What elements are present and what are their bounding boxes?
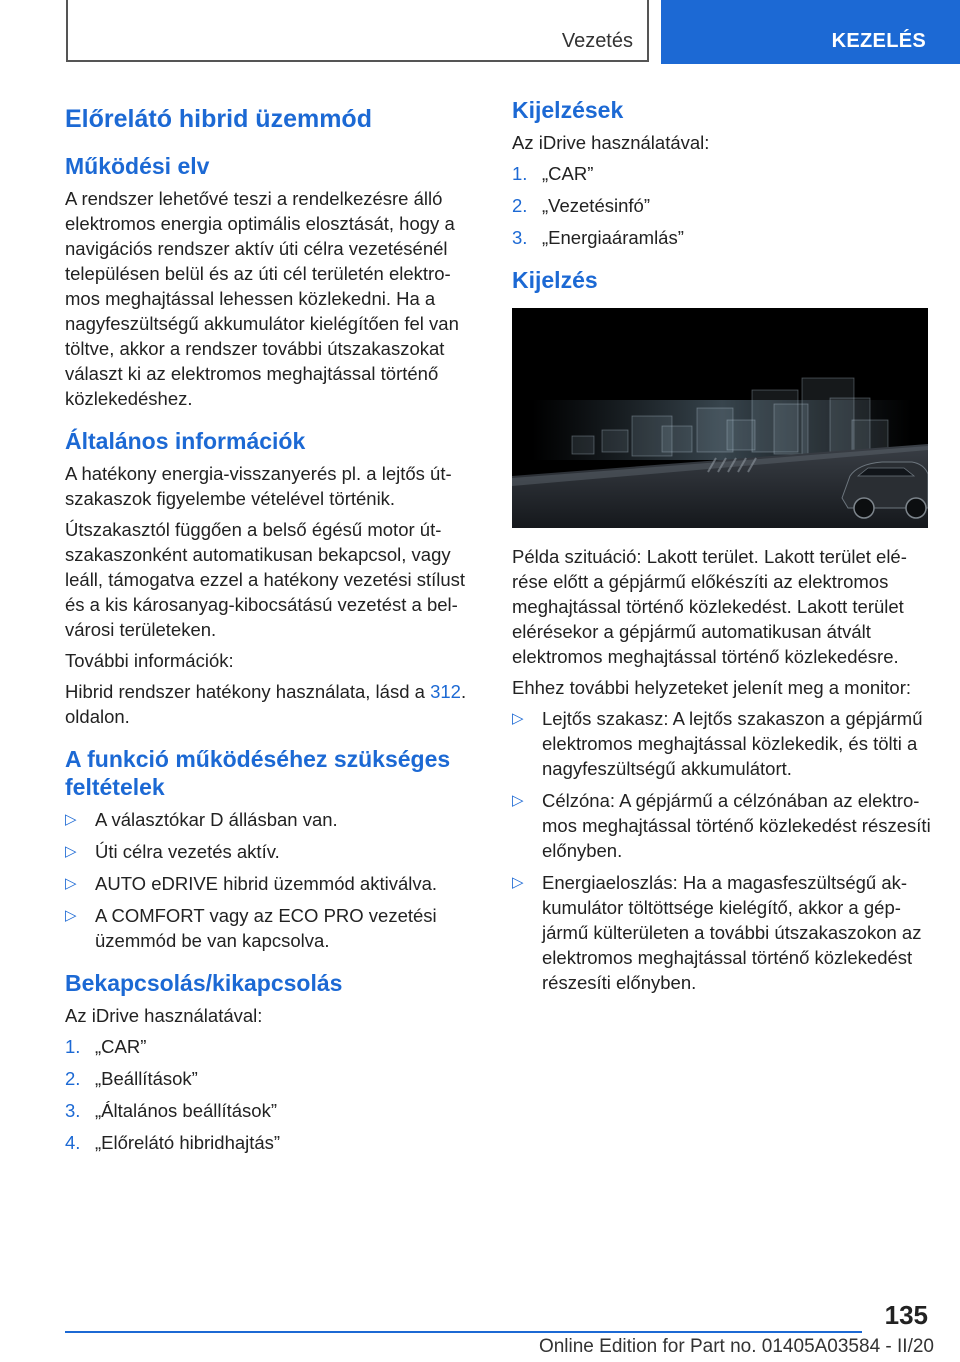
list-item: 4. „Előrelátó hibridhajtás”: [65, 1132, 281, 1153]
list-item: 1. „CAR”: [512, 163, 594, 184]
displays-steps: [512, 161, 932, 250]
edition-note: Online Edition for Part no. 01405A03584 - II/20: [538, 1336, 934, 1357]
triangle-bullet-icon: ▷: [65, 811, 77, 828]
city-scene-illustration: [512, 308, 928, 528]
footer-divider: [65, 1331, 862, 1333]
list-item: 2. „Beállítások”: [65, 1068, 198, 1089]
page-reference-link[interactable]: 312: [430, 681, 461, 702]
reference-text: Hibrid rendszer hatékony használata, lásd a: [65, 681, 431, 702]
onoff-steps: [65, 1034, 477, 1155]
principle-text: A rendszer lehetővé teszi a rendelkezésre álló elektromos energia optimális elosztását, hogy a navigációs rendszer aktív úti célra vezetésénél településen belül és az úti cél területén elektromos meghajtással lehessen közlekedni. Ha a nagyfeszültségű akkumulátor kielégítően fel van töltve, akkor a rendszer további útszakaszokat választ ki az elektromos meghajtással történő közlekedéshez.: [65, 188, 459, 409]
list-item: ▷ Lejtős szakasz: A lejtős szakaszon a gépjármű elektromos meghajtással közlekedik, és tölti a nagyfeszültségű akkumulátort.: [512, 708, 923, 779]
general-text-4: [65, 679, 477, 729]
triangle-bullet-icon: ▷: [512, 792, 524, 809]
page-number: 135: [884, 1300, 928, 1330]
general-text-2: Útszakasztól függően a belső égésű motor útszakaszonként automatikusan bekapcsol, vagy leáll, támogatva ezzel a hatékony vezetési stílust és a kis károsanyag-kibocsátású vezetést a belvárosi területeken.: [65, 519, 466, 640]
right-column: [512, 96, 932, 1005]
chapter-tab: [661, 0, 960, 64]
chapter-title: KEZELÉS: [831, 30, 926, 52]
displays-intro: Az iDrive használatával:: [512, 132, 710, 153]
displays-heading: Kijelzések: [512, 97, 624, 123]
triangle-bullet-icon: ▷: [512, 710, 524, 727]
left-column: [65, 96, 477, 1165]
general-text-3: További információk:: [65, 650, 234, 671]
reference-suffix: . oldalon.: [65, 681, 467, 727]
list-item: ▷ A COMFORT vagy az ECO PRO vezetési üzemmód be van kapcsolva.: [65, 905, 437, 951]
step-number: 3.: [65, 1100, 81, 1121]
display-heading: Kijelzés: [512, 267, 598, 293]
list-item: ▷ A választókar D állásban van.: [65, 809, 338, 830]
triangle-bullet-icon: ▷: [512, 874, 524, 891]
principle-heading: Működési elv: [65, 153, 210, 179]
triangle-bullet-icon: ▷: [65, 907, 77, 924]
general-heading: Általános információk: [65, 428, 306, 454]
situations-list: [512, 706, 932, 995]
step-number: 2.: [512, 195, 528, 216]
figure-caption: Példa szituáció: Lakott terület. Lakott terület elérése előtt a gépjármű előkészíti az elektromos meghajtással történő közlekedést. Lakott terület elérésekor a gépjármű automatikusan átvált elektromos meghajtással történő közlekedésre.: [512, 546, 907, 667]
section-tab: [66, 0, 649, 62]
page-header: [0, 0, 960, 64]
step-number: 1.: [512, 163, 528, 184]
page-title: Előrelátó hibrid üzemmód: [65, 105, 372, 133]
onoff-intro: Az iDrive használatával:: [65, 1005, 263, 1026]
list-item: 3. „Energiaáramlás”: [512, 227, 684, 248]
list-item: 3. „Általános beállítások”: [65, 1100, 278, 1121]
list-item: ▷ Úti célra vezetés aktív.: [65, 841, 280, 862]
list-item: ▷ Célzóna: A gépjármű a célzónában az elektromos meghajtással történő közlekedést részesíti előnyben.: [512, 790, 931, 861]
step-number: 3.: [512, 227, 528, 248]
list-item: 1. „CAR”: [65, 1036, 147, 1057]
section-title: Vezetés: [561, 30, 633, 52]
triangle-bullet-icon: ▷: [65, 875, 77, 892]
requirements-heading: A funkció működéséhez szükséges feltételek: [65, 746, 451, 800]
step-number: 2.: [65, 1068, 81, 1089]
energy-flow-display-image: [512, 308, 928, 528]
list-item: ▷ Energiaeloszlás: Ha a magasfeszültségű akkumulátor töltöttsége kielégítő, akkor a gépjármű külterületen a további útszakaszokon az elektromos meghajtással történő közlekedést részesíti előnyben.: [512, 872, 922, 993]
general-text-1: A hatékony energia-visszanyerés pl. a lejtős útszakaszok figyelembe vételével történik.: [65, 463, 452, 509]
list-item: 2. „Vezetésinfó”: [512, 195, 650, 216]
onoff-heading: Bekapcsolás/kikapcsolás: [65, 970, 343, 996]
triangle-bullet-icon: ▷: [65, 843, 77, 860]
requirements-list: [65, 807, 477, 953]
step-number: 1.: [65, 1036, 81, 1057]
list-item: ▷ AUTO eDRIVE hibrid üzemmód aktiválva.: [65, 873, 438, 894]
more-situations-text: Ehhez további helyzeteket jelenít meg a monitor:: [512, 677, 912, 698]
step-number: 4.: [65, 1132, 81, 1153]
